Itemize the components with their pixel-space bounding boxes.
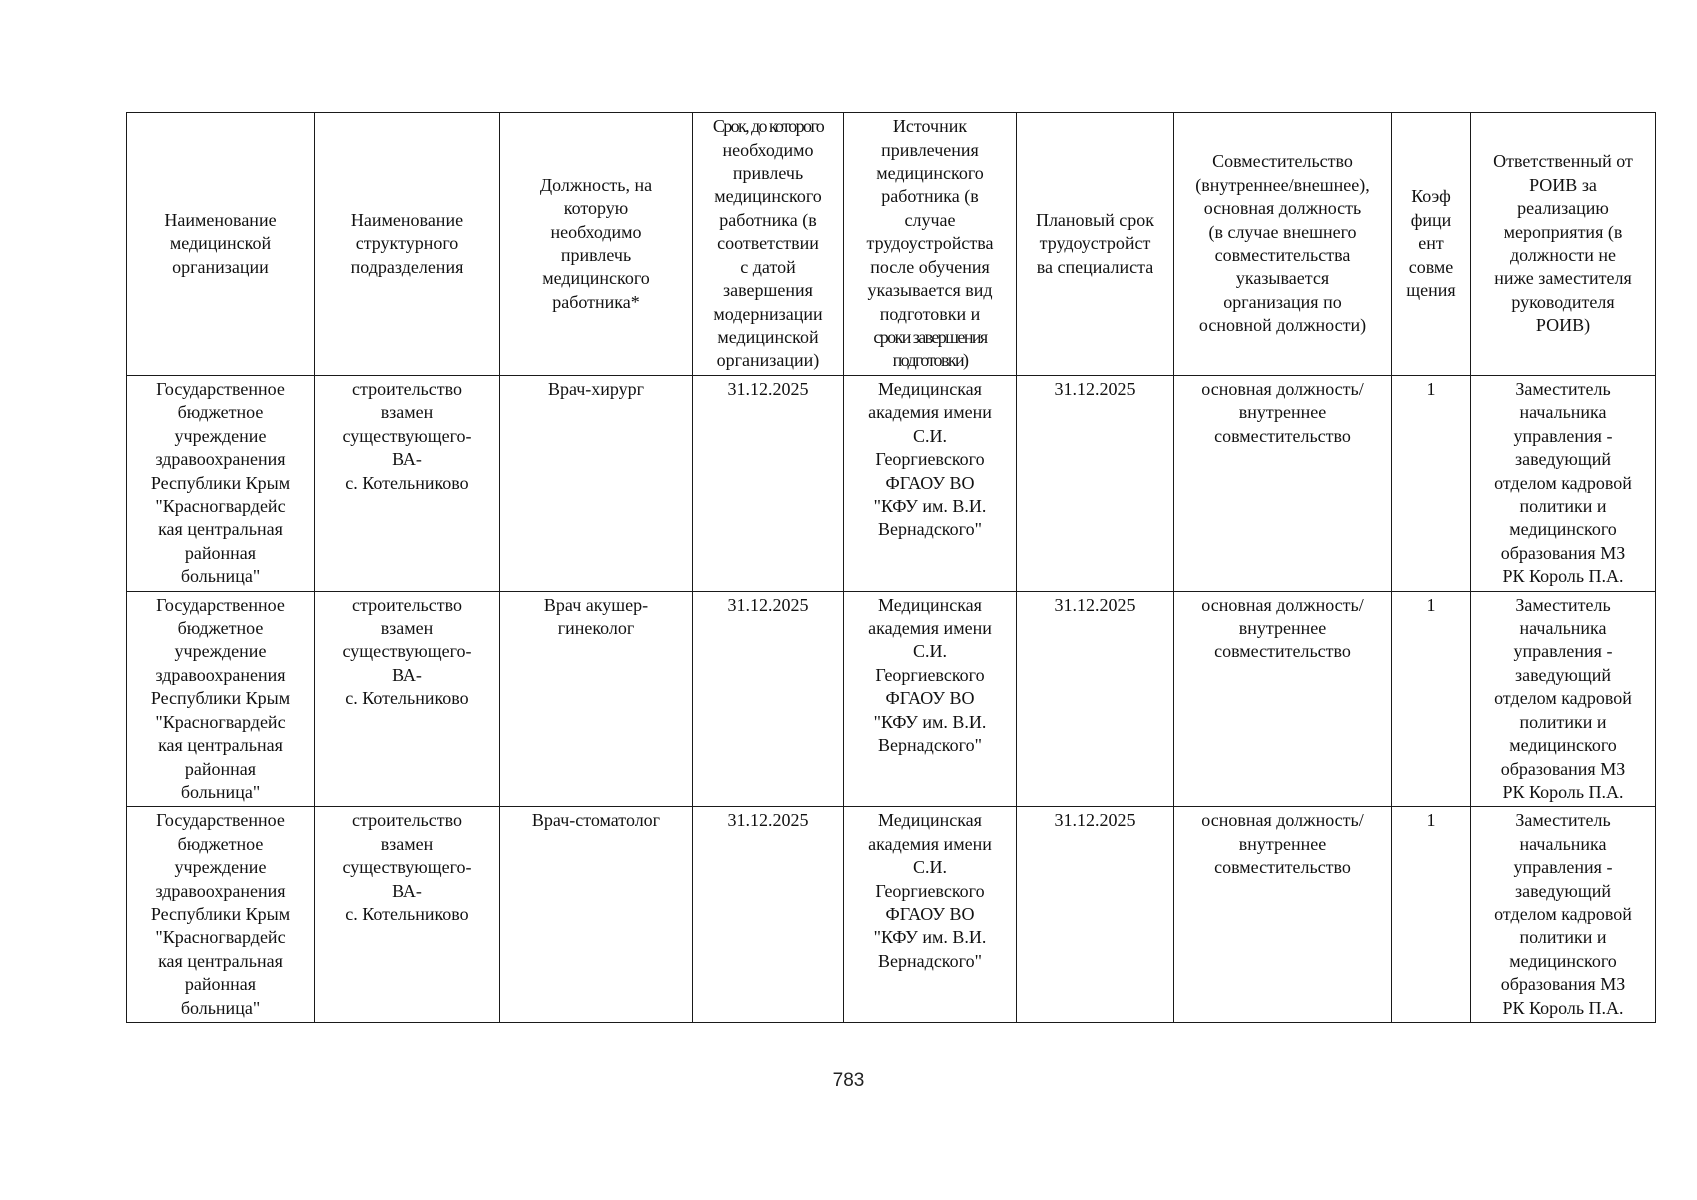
header-source: Источник привлечения медицинского работника (в случае трудоустройства после обучения указывается вид подготовки и сроки завершения подготовки) bbox=[844, 113, 1017, 376]
header-position: Должность, на которую необходимо привлечь медицинского работника* bbox=[500, 113, 693, 376]
cell-planned-date: 31.12.2025 bbox=[1017, 591, 1174, 807]
cell-responsible: Заместитель начальника управления - заведующий отделом кадровой политики и медицинского образования МЗ РК Король П.А. bbox=[1471, 807, 1656, 1023]
cell-source: Медицинская академия имени С.И. Георгиевского ФГАОУ ВО "КФУ им. В.И. Вернадского" bbox=[844, 807, 1017, 1023]
cell-deadline: 31.12.2025 bbox=[693, 591, 844, 807]
cell-planned-date: 31.12.2025 bbox=[1017, 376, 1174, 592]
cell-position: Врач-стоматолог bbox=[500, 807, 693, 1023]
header-combination: Совместительство (внутреннее/внешнее), основная должность (в случае внешнего совместительства указывается организация по основной должности) bbox=[1174, 113, 1392, 376]
cell-combination: основная должность/ внутреннее совместительство bbox=[1174, 591, 1392, 807]
header-subdivision: Наименование структурного подразделения bbox=[315, 113, 500, 376]
cell-coefficient: 1 bbox=[1392, 591, 1471, 807]
table-row bbox=[127, 807, 1656, 1023]
cell-planned-date: 31.12.2025 bbox=[1017, 807, 1174, 1023]
cell-responsible: Заместитель начальника управления - заведующий отделом кадровой политики и медицинского образования МЗ РК Король П.А. bbox=[1471, 376, 1656, 592]
cell-subdivision: строительство взамен существующего- ВА- с. Котельниково bbox=[315, 376, 500, 592]
cell-combination: основная должность/ внутреннее совместительство bbox=[1174, 807, 1392, 1023]
cell-subdivision: строительство взамен существующего- ВА- с. Котельниково bbox=[315, 591, 500, 807]
cell-position: Врач акушер- гинеколог bbox=[500, 591, 693, 807]
header-planned-date: Плановый срок трудоустройст ва специалиста bbox=[1017, 113, 1174, 376]
cell-responsible: Заместитель начальника управления - заведующий отделом кадровой политики и медицинского образования МЗ РК Король П.А. bbox=[1471, 591, 1656, 807]
cell-deadline: 31.12.2025 bbox=[693, 807, 844, 1023]
page-number: 783 bbox=[832, 1070, 865, 1091]
staffing-table bbox=[126, 112, 1656, 1023]
cell-position: Врач-хирург bbox=[500, 376, 693, 592]
cell-organization: Государственное бюджетное учреждение здравоохранения Республики Крым "Красногвардейс кая центральная районная больница" bbox=[127, 591, 315, 807]
header-organization: Наименование медицинской организации bbox=[127, 113, 315, 376]
header-coefficient: Коэф фици ент совме щения bbox=[1392, 113, 1471, 376]
cell-deadline: 31.12.2025 bbox=[693, 376, 844, 592]
table-row bbox=[127, 376, 1656, 592]
cell-coefficient: 1 bbox=[1392, 376, 1471, 592]
table-header-row bbox=[127, 113, 1656, 376]
cell-organization: Государственное бюджетное учреждение здравоохранения Республики Крым "Красногвардейс кая центральная районная больница" bbox=[127, 807, 315, 1023]
cell-subdivision: строительство взамен существующего- ВА- с. Котельниково bbox=[315, 807, 500, 1023]
cell-organization: Государственное бюджетное учреждение здравоохранения Республики Крым "Красногвардейс кая центральная районная больница" bbox=[127, 376, 315, 592]
table-row bbox=[127, 591, 1656, 807]
header-deadline: Срок, до которого необходимо привлечь медицинского работника (в соответствии с датой завершения модернизации медицинской организации) bbox=[693, 113, 844, 376]
header-responsible: Ответственный от РОИВ за реализацию мероприятия (в должности не ниже заместителя руководителя РОИВ) bbox=[1471, 113, 1656, 376]
cell-source: Медицинская академия имени С.И. Георгиевского ФГАОУ ВО "КФУ им. В.И. Вернадского" bbox=[844, 591, 1017, 807]
cell-combination: основная должность/ внутреннее совместительство bbox=[1174, 376, 1392, 592]
cell-coefficient: 1 bbox=[1392, 807, 1471, 1023]
cell-source: Медицинская академия имени С.И. Георгиевского ФГАОУ ВО "КФУ им. В.И. Вернадского" bbox=[844, 376, 1017, 592]
